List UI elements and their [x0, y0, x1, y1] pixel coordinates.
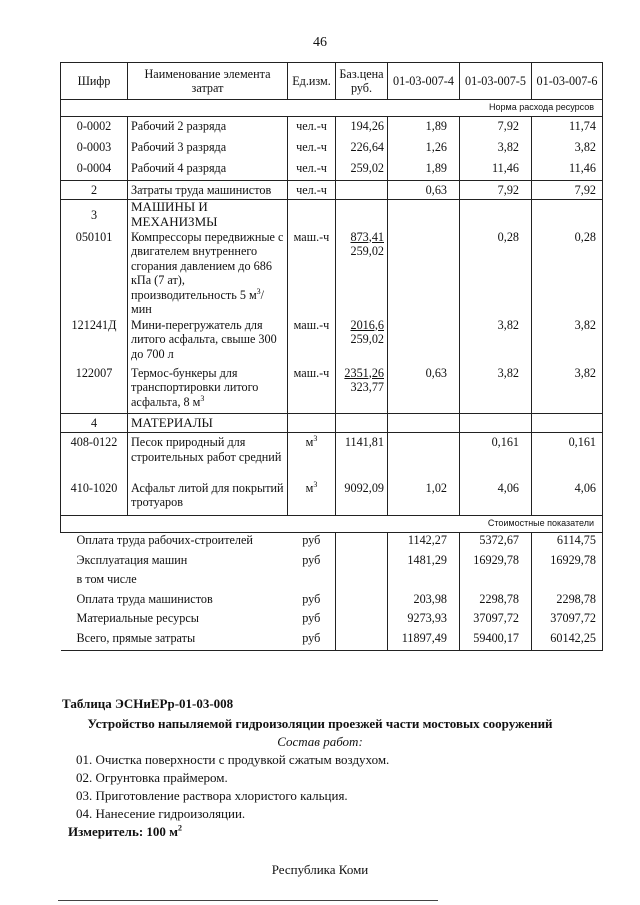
summary-row — [61, 611, 603, 631]
row-v3: 3,82 — [532, 318, 603, 366]
row-v1 — [388, 230, 460, 318]
row-v2: 3,82 — [460, 318, 532, 366]
summary-v3: 16929,78 — [532, 553, 603, 573]
summary-unit: руб — [302, 591, 321, 606]
row-v3: 0,161 — [532, 433, 603, 481]
row-code: 121241Д — [61, 318, 128, 366]
page-footer: Республика Коми — [271, 862, 369, 877]
row-name: Песок природный для строительных работ средний — [128, 433, 288, 481]
section-2-v2: 7,92 — [460, 181, 532, 200]
summary-row — [61, 553, 603, 573]
row-v1: 0,63 — [388, 366, 460, 414]
summary-v3 — [532, 572, 603, 592]
row-price: 873,41 259,02 — [336, 230, 388, 318]
section-4-name: МАТЕРИАЛЫ — [128, 414, 288, 433]
table-row — [61, 481, 603, 516]
table-row — [61, 138, 603, 159]
section-3-row — [61, 200, 603, 230]
row-price: 1141,81 — [336, 433, 388, 481]
table-row — [61, 159, 603, 181]
summary-v1: 203,98 — [388, 592, 460, 612]
row-name: Компрессоры передвижные с двигателем внутреннего сгорания давлением до 686 кПа (7 ат), производительность 5 $м^3$/мин — [128, 230, 288, 318]
summary-label: Оплата труда машинистов — [76, 591, 213, 606]
summary-label: в том числе — [76, 572, 137, 586]
row-price: 259,02 — [336, 159, 388, 181]
summary-row — [61, 592, 603, 612]
table-row — [61, 230, 603, 318]
section-4-number: 4 — [61, 414, 128, 433]
summary-v1: 1481,29 — [388, 553, 460, 573]
row-unit: $м^3$ — [288, 433, 336, 481]
summary-v1: 1142,27 — [388, 533, 460, 553]
summary-v2 — [460, 572, 532, 592]
summary-label: Эксплуатация машин — [76, 552, 188, 567]
row-v3: 0,28 — [532, 230, 603, 318]
row-unit: $м^3$ — [288, 481, 336, 516]
footer-divider — [58, 900, 438, 901]
meter-label: Измеритель: 100 $м^2$ — [68, 823, 183, 839]
row-v2: 3,82 — [460, 366, 532, 414]
row-name: Мини-перегружатель для литого асфальта, свыше 300 до 700 л — [128, 318, 288, 366]
row-v2: 11,46 — [460, 159, 532, 181]
table-row — [61, 117, 603, 138]
row-code: 410-1020 — [61, 481, 128, 516]
table-row — [61, 366, 603, 414]
summary-v1 — [388, 572, 460, 592]
row-code: 408-0122 — [61, 433, 128, 481]
row-unit: чел.-ч — [288, 117, 336, 138]
section-2-v3: 7,92 — [532, 181, 603, 200]
summary-v3: 60142,25 — [532, 631, 603, 651]
row-v1: 1,02 — [388, 481, 460, 516]
table-header-row — [61, 63, 603, 100]
summary-label: Материальные ресурсы — [76, 611, 199, 625]
row-v2: 3,82 — [460, 138, 532, 159]
header-col3: 01-03-007-6 — [532, 63, 603, 100]
work-item: 01. Очистка поверхности с продувкой сжатым воздухом. — [76, 752, 390, 767]
summary-unit: руб — [302, 533, 321, 547]
summary-v1: 11897,49 — [388, 631, 460, 651]
row-v3: 3,82 — [532, 366, 603, 414]
summary-v2: 5372,67 — [460, 533, 532, 553]
resource-table — [60, 62, 603, 651]
row-v1: 1,89 — [388, 159, 460, 181]
row-v1: 1,89 — [388, 117, 460, 138]
header-col1: 01-03-007-4 — [388, 63, 460, 100]
row-v1 — [388, 433, 460, 481]
summary-unit — [288, 572, 336, 592]
row-code: 0-0003 — [61, 138, 128, 159]
row-unit: маш.-ч — [288, 318, 336, 366]
row-price: 194,26 — [336, 117, 388, 138]
row-name: Термос-бункеры для транспортировки литого асфальта, 8 $м^3$ — [128, 366, 288, 414]
row-price: 2016,6 259,02 — [336, 318, 388, 366]
row-v1: 1,26 — [388, 138, 460, 159]
row-v2: 7,92 — [460, 117, 532, 138]
row-code: 050101 — [61, 230, 128, 318]
summary-label: Всего, прямые затраты — [76, 630, 196, 645]
section-2-name: Затраты труда машинистов — [128, 181, 288, 200]
row-v3: 4,06 — [532, 481, 603, 516]
row-name: Асфальт литой для покрытий тротуаров — [128, 481, 288, 516]
summary-row — [61, 533, 603, 553]
row-v2: 0,161 — [460, 433, 532, 481]
header-unit: Ед.изм. — [288, 63, 336, 100]
page-number: 46 — [313, 35, 327, 50]
composition-label: Состав работ: — [277, 734, 363, 749]
row-name: Рабочий 2 разряда — [128, 117, 288, 138]
summary-row — [61, 631, 603, 651]
summary-unit: руб — [302, 630, 321, 645]
row-v3: 11,74 — [532, 117, 603, 138]
section-2-number: 2 — [61, 181, 128, 200]
section-2-v1: 0,63 — [388, 181, 460, 200]
row-unit: маш.-ч — [288, 366, 336, 414]
section-3-number: 3 — [61, 200, 128, 230]
header-price: Баз.цена руб. — [336, 63, 388, 100]
row-unit: чел.-ч — [288, 159, 336, 181]
summary-v3: 37097,72 — [532, 611, 603, 631]
summary-v1: 9273,93 — [388, 611, 460, 631]
row-code: 122007 — [61, 366, 128, 414]
row-price: 226,64 — [336, 138, 388, 159]
band-norm: Норма расхода ресурсов — [61, 100, 603, 117]
row-code: 0-0004 — [61, 159, 128, 181]
table-subtitle: Устройство напыляемой гидроизоляции проезжей части мостовых сооружений — [87, 716, 553, 731]
summary-row — [61, 572, 603, 592]
header-name: Наименование элемента затрат — [128, 63, 288, 100]
row-unit: чел.-ч — [288, 138, 336, 159]
table-row — [61, 318, 603, 366]
summary-v3: 2298,78 — [532, 592, 603, 612]
row-unit: маш.-ч — [288, 230, 336, 318]
row-price: 2351,26 323,77 — [336, 366, 388, 414]
table-row — [61, 433, 603, 481]
row-price: 9092,09 — [336, 481, 388, 516]
band-norm-row — [61, 100, 603, 117]
summary-v2: 2298,78 — [460, 592, 532, 612]
summary-v2: 59400,17 — [460, 631, 532, 651]
table-title: Таблица ЭСНиЕРр-01-03-008 — [62, 696, 234, 711]
row-v1 — [388, 318, 460, 366]
summary-unit: руб — [302, 552, 321, 567]
band-cost: Стоимостные показатели — [61, 516, 603, 533]
section-3-name: МАШИНЫ И МЕХАНИЗМЫ — [128, 200, 288, 230]
summary-label: Оплата труда рабочих-строителей — [76, 533, 253, 547]
row-v2: 0,28 — [460, 230, 532, 318]
section-4-row — [61, 414, 603, 433]
row-name: Рабочий 3 разряда — [128, 138, 288, 159]
summary-v3: 6114,75 — [532, 533, 603, 553]
header-col2: 01-03-007-5 — [460, 63, 532, 100]
summary-unit: руб — [302, 611, 321, 625]
row-v3: 3,82 — [532, 138, 603, 159]
work-item: 03. Приготовление раствора хлористого кальция. — [76, 788, 348, 803]
row-v2: 4,06 — [460, 481, 532, 516]
section-2-row — [61, 181, 603, 200]
row-v3: 11,46 — [532, 159, 603, 181]
band-cost-row — [61, 516, 603, 533]
work-item: 04. Нанесение гидроизоляции. — [76, 806, 246, 821]
row-code: 0-0002 — [61, 117, 128, 138]
summary-v2: 16929,78 — [460, 553, 532, 573]
row-name: Рабочий 4 разряда — [128, 159, 288, 181]
section-2-unit: чел.-ч — [288, 181, 336, 200]
summary-v2: 37097,72 — [460, 611, 532, 631]
header-code: Шифр — [61, 63, 128, 100]
work-item: 02. Огрунтовка праймером. — [76, 770, 228, 785]
